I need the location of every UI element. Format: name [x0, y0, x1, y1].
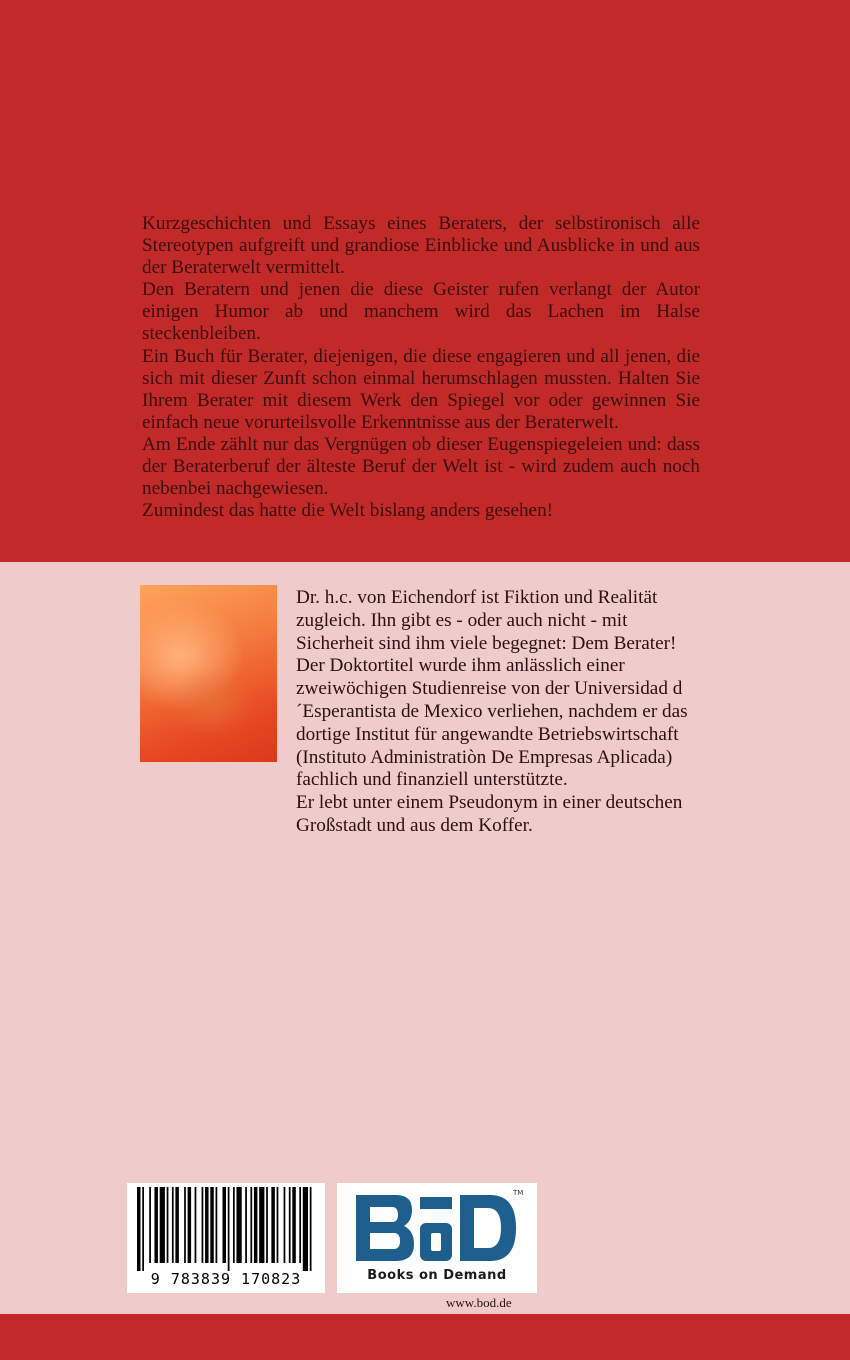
publisher-logo: [337, 1183, 537, 1293]
publisher-url: www.bod.de: [446, 1295, 512, 1310]
blurb-paragraph: Am Ende zählt nur das Vergnügen ob dieser Eugenspiegeleien und: dass der Beraterberuf der älteste Beruf der Welt ist - wird zudem auch noch nebenbei nachgewiesen.: [142, 433, 700, 500]
publisher-tagline: Books on Demand: [367, 1268, 507, 1283]
blurb-paragraph: Den Beratern und jenen die diese Geister rufen verlangt der Autor einigen Humor ab und manchem wird das Lachen im Halse steckenbleiben.: [142, 279, 700, 345]
bio-paragraph: Der Doktortitel wurde ihm anlässlich einer zweiwöchigen Studienreise von der Universidad d´Esperantista de Mexico verliehen, nachdem er das dortige Institut für angewandte Betriebswirtschaft (Instituto Administratiòn De Empresas Aplicada) fachlich und finanziell unterstützte.: [296, 655, 688, 791]
author-photo: [140, 585, 277, 762]
isbn-barcode: [127, 1183, 325, 1293]
barcode-number: 9 783839 170823: [150, 1270, 302, 1288]
blurb-paragraph: Zumindest das hatte die Welt bislang anders gesehen!: [142, 500, 554, 522]
author-bio: [296, 587, 696, 838]
blurb-paragraph: Ein Buch für Berater, diejenigen, die diese engagieren und all jenen, die sich mit dieser Zunft schon einmal herumschlagen mussten. Halten Sie Ihrem Berater mit diesem Werk den Spiegel vor oder gewinnen Sie einfach neue vorurteilsvolle Erkenntnisse aus der Beraterwelt.: [142, 345, 700, 433]
back-cover-blurb: [142, 213, 700, 522]
bottom-red-band: [0, 1314, 850, 1360]
blurb-paragraph: Kurzgeschichten und Essays eines Beraters, der selbstironisch alle Stereotypen aufgreift und grandiose Einblicke und Ausblicke in und aus der Beraterwelt vermittelt.: [142, 213, 700, 279]
bio-paragraph: Dr. h.c. von Eichendorf ist Fiktion und Realität zugleich. Ihn gibt es - oder auch nicht - mit Sicherheit sind ihm viele begegnet: Dem Berater!: [296, 587, 677, 654]
barcode-bars-icon: [137, 1187, 315, 1271]
bod-logo-icon: [350, 1191, 522, 1265]
trademark-mark: TM: [513, 1189, 524, 1197]
bio-paragraph: Er lebt unter einem Pseudonym in einer deutschen Großstadt und aus dem Koffer.: [296, 792, 683, 836]
